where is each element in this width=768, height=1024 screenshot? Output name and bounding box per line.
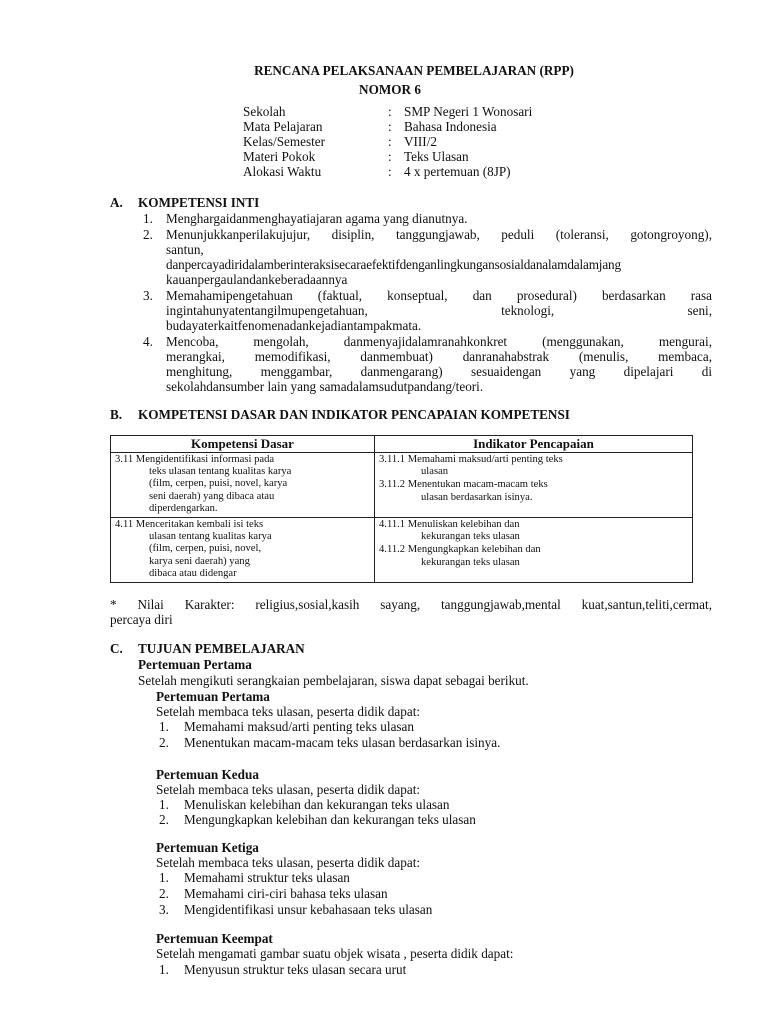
- list-item-text: ingintahunyatentangilmupengetahuan, teknologi, seni,: [166, 303, 712, 318]
- kd-line: teks ulasan tentang kualitas karya: [149, 466, 292, 478]
- identity-label: Sekolah: [243, 104, 286, 119]
- list-item-text: Mengidentifikasi unsur kebahasaan teks ulasan: [184, 902, 433, 917]
- meeting-title: Pertemuan Keempat: [156, 931, 273, 946]
- table-header-row: [111, 436, 693, 453]
- list-item-text: menghitung, menggambar, danmengarang) sesuaidengan yang dipelajari di: [166, 364, 712, 379]
- section-b-heading: KOMPETENSI DASAR DAN INDIKATOR PENCAPAIAN KOMPETENSI: [138, 407, 570, 422]
- kd-line: 3.11 Mengidentifikasi informasi pada: [115, 454, 275, 465]
- meeting-title: Pertemuan Ketiga: [156, 840, 259, 855]
- ip-cell: [375, 453, 693, 518]
- section-a-letter: A.: [110, 195, 123, 210]
- list-item-text: Mengungkapkan kelebihan dan kekurangan teks ulasan: [184, 812, 476, 827]
- list-item-text: Memahami struktur teks ulasan: [184, 870, 350, 885]
- section-a-heading: KOMPETENSI INTI: [138, 195, 260, 210]
- indicator-entry: [379, 544, 688, 568]
- list-item-text: Menunjukkanperilakujujur, disiplin, tanggungjawab, peduli (toleransi, gotongroyong),: [166, 227, 712, 242]
- meeting-lead: Setelah membaca teks ulasan, peserta didik dapat:: [156, 782, 421, 797]
- ip-line: kekurangan teks ulasan: [421, 531, 520, 543]
- ip-cell: [375, 518, 693, 583]
- list-item-text: Mencoba, mengolah, danmenyajidalamranahkonkret (menggunakan, mengurai,: [166, 334, 712, 349]
- section-c-subheading: Pertemuan Pertama: [138, 657, 252, 672]
- document-title: RENCANA PELAKSANAAN PEMBELAJARAN (RPP): [254, 63, 574, 78]
- identity-colon: :: [388, 149, 392, 164]
- document-number: NOMOR 6: [359, 82, 421, 97]
- list-number: 2.: [159, 886, 169, 901]
- list-number: 1.: [159, 797, 169, 812]
- ip-line: 4.11.2 Mengungkapkan kelebihan dan: [379, 544, 541, 556]
- table-row: [111, 518, 693, 583]
- identity-colon: :: [388, 134, 392, 149]
- identity-colon: :: [388, 164, 392, 179]
- karakter-note-cont: percaya diri: [110, 612, 173, 627]
- identity-colon: :: [388, 104, 392, 119]
- list-number: 2.: [159, 735, 169, 750]
- list-item-text: Menghargaidanmenghayatiajaran agama yang dianutnya.: [166, 211, 468, 226]
- list-item-text: Memahamipengetahuan (faktual, konseptual, dan prosedural) berdasarkan rasa: [166, 288, 712, 303]
- list-number: 1.: [159, 962, 169, 977]
- list-number: 1.: [159, 719, 169, 734]
- identity-label: Materi Pokok: [243, 149, 316, 164]
- section-c-intro: Setelah mengikuti serangkaian pembelajaran, siswa dapat sebagai berikut.: [138, 673, 529, 688]
- section-b-letter: B.: [110, 407, 123, 422]
- ip-line: 3.11.1 Memahami maksud/arti penting teks: [379, 454, 563, 465]
- kd-cell: [111, 453, 375, 518]
- list-number: 3.: [143, 288, 153, 303]
- kd-line: ulasan tentang kualitas karya: [149, 531, 272, 543]
- indicator-entry: [379, 454, 688, 478]
- column-header-kd: Kompetensi Dasar: [111, 436, 375, 453]
- ip-line: 4.11.1 Menuliskan kelebihan dan: [379, 519, 520, 531]
- kd-line: karya seni daerah) yang: [149, 555, 250, 567]
- list-number: 1.: [143, 211, 153, 226]
- list-item-text: Memahami ciri-ciri bahasa teks ulasan: [184, 886, 388, 901]
- kd-line: (film, cerpen, puisi, novel, karya: [149, 478, 288, 490]
- list-item-text: Memahami maksud/arti penting teks ulasan: [184, 719, 414, 734]
- ip-line: ulasan: [421, 466, 449, 478]
- meeting-lead: Setelah membaca teks ulasan, peserta didik dapat:: [156, 855, 421, 870]
- indicator-entry: [379, 479, 688, 503]
- identity-label: Mata Pelajaran: [243, 119, 323, 134]
- identity-value: VIII/2: [404, 134, 437, 149]
- kd-line: 4.11 Menceritakan kembali isi teks: [115, 519, 264, 531]
- identity-value: Teks Ulasan: [404, 149, 469, 164]
- identity-value: SMP Negeri 1 Wonosari: [404, 104, 533, 119]
- identity-value: Bahasa Indonesia: [404, 119, 497, 134]
- meeting-title: Pertemuan Pertama: [156, 689, 270, 704]
- competency-table: [110, 435, 693, 583]
- list-number: 3.: [159, 902, 169, 917]
- identity-label: Alokasi Waktu: [243, 164, 322, 179]
- ip-line: 3.11.2 Menentukan macam-macam teks: [379, 479, 548, 491]
- list-item-text: sekolahdansumber lain yang samadalamsudutpandang/teori.: [166, 379, 484, 394]
- meeting-lead: Setelah membaca teks ulasan, peserta didik dapat:: [156, 704, 421, 719]
- list-item-text: Menuliskan kelebihan dan kekurangan teks ulasan: [184, 797, 450, 812]
- list-number: 2.: [159, 812, 169, 827]
- list-number: 2.: [143, 227, 153, 242]
- table-row: [111, 453, 693, 518]
- list-item-text: kauanpergaulandankeberadaannya: [166, 272, 348, 287]
- ip-line: kekurangan teks ulasan: [421, 556, 520, 568]
- meeting-title: Pertemuan Kedua: [156, 767, 259, 782]
- karakter-note: * Nilai Karakter: religius,sosial,kasih sayang, tanggungjawab,mental kuat,santun,teliti,cermat,: [110, 597, 712, 612]
- kd-line: dibaca atau didengar: [149, 567, 237, 579]
- kd-line: (film, cerpen, puisi, novel,: [149, 543, 262, 555]
- identity-value: 4 x pertemuan (8JP): [404, 164, 511, 179]
- list-item-text: Menyusun struktur teks ulasan secara urut: [184, 962, 407, 977]
- list-number: 1.: [159, 870, 169, 885]
- column-header-ip: Indikator Pencapaian: [375, 436, 693, 453]
- list-item-text: danpercayadiridalamberinteraksisecaraefektifdenganlingkungansosialdanalamdalamjang: [166, 257, 621, 272]
- list-number: 4.: [143, 334, 153, 349]
- section-c-letter: C.: [110, 641, 123, 656]
- list-item-text: merangkai, memodifikasi, danmembuat) danranahabstrak (menulis, membaca,: [166, 349, 712, 364]
- kd-line: diperdengarkan.: [149, 502, 218, 514]
- indicator-entry: [379, 519, 688, 543]
- meeting-lead: Setelah mengamati gambar suatu objek wisata , peserta didik dapat:: [156, 946, 514, 961]
- list-item-text: santun,: [166, 242, 204, 257]
- kd-line: seni daerah) yang dibaca atau: [149, 490, 275, 502]
- list-item-text: Menentukan macam-macam teks ulasan berdasarkan isinya.: [184, 735, 501, 750]
- list-item-text: budayaterkaitfenomenadankejadiantampakmata.: [166, 318, 422, 333]
- section-c-heading: TUJUAN PEMBELAJARAN: [138, 641, 305, 656]
- kd-cell: [111, 518, 375, 583]
- identity-colon: :: [388, 119, 392, 134]
- ip-line: ulasan berdasarkan isinya.: [421, 491, 533, 503]
- identity-label: Kelas/Semester: [243, 134, 326, 149]
